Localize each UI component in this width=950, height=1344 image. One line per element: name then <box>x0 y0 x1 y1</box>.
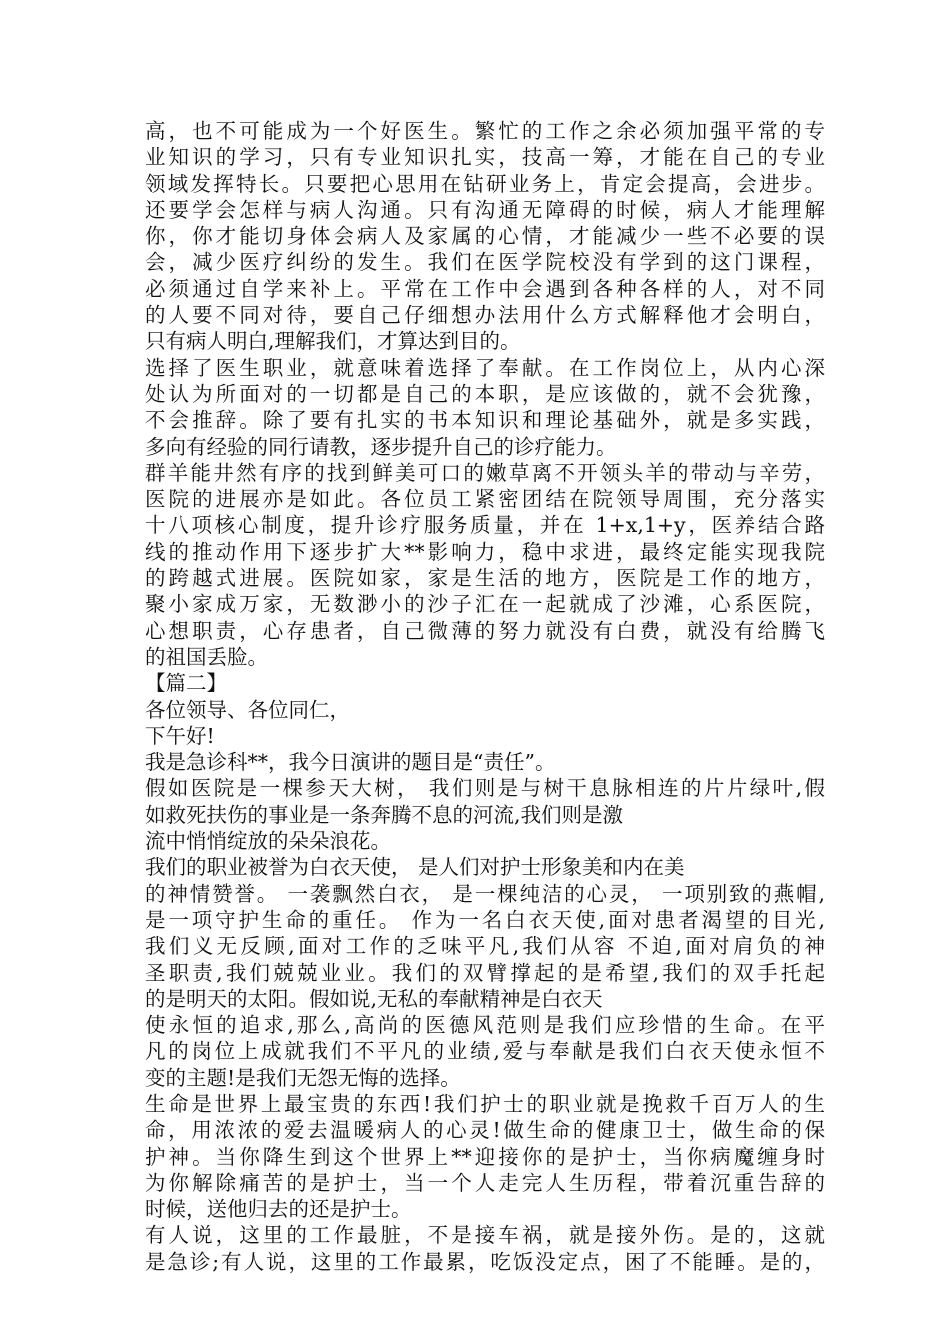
text-line: 只有病人明白,理解我们，才算达到目的。 <box>145 329 521 354</box>
document-body <box>145 118 825 1275</box>
text-line: 使永恒的追求,那么,高尚的医德风范则是我们应珍惜的生命。在平 <box>145 1013 825 1038</box>
text-line: 命，用浓浓的爱去温暖病人的心灵!做生命的健康卫士，做生命的保 <box>145 1118 825 1143</box>
text-line: 还要学会怎样与病人沟通。只有沟通无障碍的时候，病人才能理解 <box>145 197 825 222</box>
text-line: 护神。当你降生到这个世界上**迎接你的是护士，当你病魔缠身时 <box>145 1144 825 1169</box>
text-line: 选择了医生职业，就意味着选择了奉献。在工作岗位上，从内心深 <box>145 355 825 380</box>
text-line: 处认为所面对的一切都是自己的本职，是应该做的，就不会犹豫， <box>145 381 825 406</box>
text-line: 变的主题!是我们无怨无悔的选择。 <box>145 1065 461 1090</box>
section-heading: 【篇二】 <box>145 671 227 696</box>
text-line: 为你解除痛苦的是护士，当一个人走完人生历程，带着沉重告辞的 <box>145 1170 825 1195</box>
text-line: 圣职责,我们兢兢业业。我们的双臂撑起的是希望,我们的双手托起 <box>145 960 825 985</box>
text-line: 如救死扶伤的事业是一条奔腾不息的河流,我们则是激 <box>145 802 624 827</box>
text-line: 我们的职业被誉为白衣天使， 是人们对护士形象美和内在美 <box>145 855 685 880</box>
text-line: 业知识的学习，只有专业知识扎实，技高一筹，才能在自己的专业 <box>145 145 825 170</box>
text-line: 我们义无反顾,面对工作的乏味平凡,我们从容 不迫,面对肩负的神 <box>145 934 825 959</box>
text-line: 的跨越式进展。医院如家，家是生活的地方，医院是工作的地方， <box>145 566 825 591</box>
text-line: 流中悄悄绽放的朵朵浪花。 <box>145 829 391 854</box>
text-line: 是急诊;有人说，这里的工作最累，吃饭没定点，困了不能睡。是的， <box>145 1249 825 1274</box>
text-line: 领域发挥特长。只要把心思用在钻研业务上，肯定会提高，会进步。 <box>145 171 825 196</box>
text-line: 你，你才能切身体会病人及家属的心情，才能减少一些不必要的误 <box>145 224 825 249</box>
text-line: 十八项核心制度，提升诊疗服务质量，并在 1+x,1+y，医养结合路 <box>145 513 825 538</box>
text-line: 线的推动作用下逐步扩大**影响力，稳中求进，最终定能实现我院 <box>145 539 825 564</box>
text-line: 的是明天的太阳。假如说,无私的奉献精神是白衣天 <box>145 986 603 1011</box>
text-line: 我是急诊科**，我今日演讲的题目是“责任”。 <box>145 750 556 775</box>
text-line: 聚小家成万家，无数渺小的沙子汇在一起就成了沙滩，心系医院， <box>145 592 825 617</box>
text-line: 多向有经验的同行请教，逐步提升自己的诊疗能力。 <box>145 434 617 459</box>
text-line: 凡的岗位上成就我们不平凡的业绩,爱与奉献是我们白衣天使永恒不 <box>145 1039 825 1064</box>
text-line: 心想职责，心存患者，自己微薄的努力就没有白费，就没有给腾飞 <box>145 618 825 643</box>
text-line: 的人要不同对待，要自己仔细想办法用什么方式解释他才会明白， <box>145 303 825 328</box>
text-line: 群羊能井然有序的找到鲜美可口的嫩草离不开领头羊的带动与辛劳， <box>145 460 825 485</box>
text-line: 不会推辞。除了要有扎实的书本知识和理论基础外，就是多实践， <box>145 408 825 433</box>
text-line: 会，减少医疗纠纷的发生。我们在医学院校没有学到的这门课程， <box>145 250 825 275</box>
text-line: 生命是世界上最宝贵的东西!我们护士的职业就是挽救千百万人的生 <box>145 1091 825 1116</box>
text-line: 的祖国丢脸。 <box>145 644 268 669</box>
text-line: 时候，送他归去的还是护士。 <box>145 1197 412 1222</box>
text-line: 必须通过自学来补上。平常在工作中会遇到各种各样的人，对不同 <box>145 276 825 301</box>
text-line: 下午好! <box>145 723 215 748</box>
text-line: 是一项守护生命的重任。 作为一名白衣天使,面对患者渴望的目光, <box>145 907 825 932</box>
text-line: 高，也不可能成为一个好医生。繁忙的工作之余必须加强平常的专 <box>145 119 825 143</box>
text-line: 各位领导、各位同仁， <box>145 697 350 722</box>
text-line: 有人说，这里的工作最脏，不是接车祸，就是接外伤。是的，这就 <box>145 1223 825 1248</box>
text-line: 的神情赞誉。 一袭飘然白衣， 是一棵纯洁的心灵， 一项别致的燕帽, <box>145 881 825 906</box>
text-line: 假如医院是一棵参天大树， 我们则是与树干息脉相连的片片绿叶,假 <box>145 776 825 801</box>
text-line: 医院的进展亦是如此。各位员工紧密团结在院领导周围，充分落实 <box>145 487 825 512</box>
